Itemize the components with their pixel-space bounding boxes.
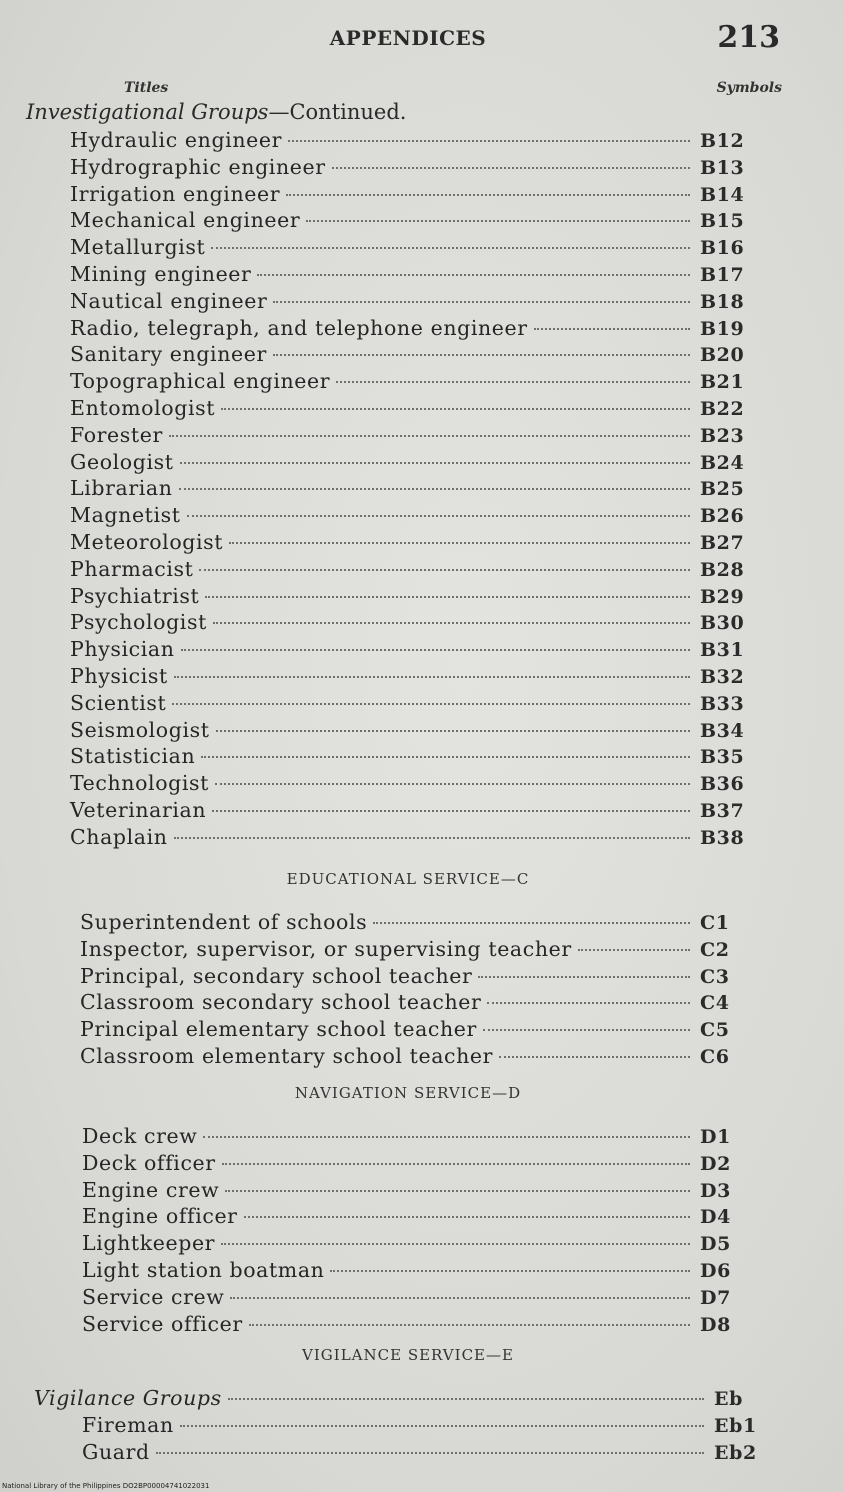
- list-item: [70, 476, 750, 503]
- item-title: Technologist: [70, 771, 209, 796]
- item-symbol: D8: [700, 1313, 731, 1336]
- investigational-group-heading: [26, 100, 406, 124]
- item-title: Veterinarian: [70, 797, 207, 822]
- item-title: Inspector, supervisor, or supervising teacher: [80, 936, 572, 961]
- item-symbol: B35: [700, 746, 745, 769]
- list-item: [82, 1285, 750, 1312]
- dot-leader: [174, 676, 690, 678]
- item-symbol: C6: [700, 1045, 730, 1068]
- item-symbol: B37: [700, 799, 745, 822]
- dot-leader: [205, 596, 690, 598]
- item-title: Pharmacist: [70, 556, 194, 581]
- dot-leader: [373, 922, 690, 924]
- item-symbol: B26: [700, 505, 745, 528]
- item-title: Magnetist: [70, 503, 181, 528]
- item-symbol: D1: [700, 1126, 731, 1148]
- list-item: [70, 182, 750, 209]
- list-item: [80, 937, 750, 964]
- list-item: [70, 557, 750, 584]
- dot-leader: [172, 703, 690, 705]
- item-title: Topographical engineer: [70, 369, 331, 394]
- item-symbol: B33: [700, 692, 745, 715]
- item-title: Hydrographic engineer: [70, 154, 326, 179]
- item-title: Mining engineer: [70, 261, 252, 286]
- item-title: Engine officer: [82, 1204, 238, 1229]
- item-symbol: B31: [700, 639, 745, 662]
- dot-leader: [221, 1243, 690, 1245]
- item-symbol: B38: [700, 826, 745, 849]
- running-header: APPENDICES: [329, 26, 487, 50]
- item-title: Librarian: [70, 476, 173, 501]
- item-symbol: B29: [700, 585, 745, 608]
- dot-leader: [230, 1297, 690, 1299]
- item-title: Engine crew: [82, 1177, 220, 1202]
- item-symbol: B22: [700, 397, 745, 420]
- item-title: Metallurgist: [70, 235, 206, 260]
- dot-leader: [288, 140, 690, 142]
- item-title: Scientist: [70, 690, 167, 715]
- investigational-list: [70, 128, 750, 852]
- item-symbol: D6: [700, 1259, 731, 1282]
- item-symbol: D2: [700, 1152, 731, 1175]
- dot-leader: [244, 1216, 690, 1218]
- dot-leader: [169, 435, 690, 437]
- list-item: [70, 503, 750, 530]
- item-title: Guard: [82, 1439, 150, 1464]
- dot-leader: [249, 1324, 690, 1326]
- dot-leader: [215, 783, 690, 785]
- item-title: Sanitary engineer: [70, 342, 267, 367]
- item-symbol: B34: [700, 719, 745, 742]
- item-symbol: B14: [700, 183, 745, 206]
- item-title: Lightkeeper: [82, 1231, 216, 1256]
- item-symbol: B17: [700, 263, 745, 286]
- dot-leader: [211, 247, 690, 249]
- dot-leader: [212, 810, 690, 812]
- navigation-section-title: NAVIGATION SERVICE—D: [294, 1084, 522, 1102]
- list-item: [80, 1017, 750, 1044]
- item-symbol: B18: [700, 290, 745, 313]
- item-title: Psychologist: [70, 610, 207, 635]
- dot-leader: [180, 1425, 704, 1427]
- list-item: [80, 1044, 750, 1071]
- dot-leader: [221, 408, 690, 410]
- item-title: Superintendent of schools: [80, 910, 368, 934]
- item-title: Mechanical engineer: [70, 208, 301, 233]
- list-item: [70, 664, 750, 691]
- item-title: Irrigation engineer: [70, 181, 281, 206]
- list-item: [70, 316, 750, 343]
- list-item: [70, 208, 750, 235]
- item-title: Principal, secondary school teacher: [80, 963, 473, 988]
- item-symbol: Eb: [714, 1388, 743, 1410]
- list-item: [70, 584, 750, 611]
- item-symbol: B25: [700, 478, 745, 501]
- dot-leader: [534, 328, 690, 330]
- list-item: [70, 771, 750, 798]
- column-header-titles: Titles: [124, 80, 169, 96]
- item-symbol: C1: [700, 912, 730, 934]
- item-title: Seismologist: [70, 717, 210, 742]
- list-item: [70, 155, 750, 182]
- item-symbol: B30: [700, 612, 745, 635]
- list-item: [82, 1124, 750, 1151]
- column-header-symbols: Symbols: [716, 80, 782, 96]
- list-item: [80, 964, 750, 991]
- dot-leader: [180, 462, 690, 464]
- list-item: [70, 718, 750, 745]
- item-title: Fireman: [82, 1412, 174, 1437]
- list-item: [70, 235, 750, 262]
- dot-leader: [487, 1002, 690, 1004]
- item-symbol: Eb2: [714, 1441, 757, 1464]
- item-title: Chaplain: [70, 824, 168, 849]
- item-symbol: B32: [700, 665, 745, 688]
- dot-leader: [216, 730, 690, 732]
- dot-leader: [273, 354, 690, 356]
- item-symbol: B19: [700, 317, 745, 340]
- dot-leader: [330, 1270, 690, 1272]
- item-title: Statistician: [70, 744, 196, 769]
- list-item: [34, 1440, 764, 1467]
- item-title: Classroom secondary school teacher: [80, 990, 482, 1015]
- item-symbol: D4: [700, 1206, 731, 1229]
- item-title: Physician: [70, 637, 175, 662]
- list-item: [80, 990, 750, 1017]
- list-item: [70, 342, 750, 369]
- dot-leader: [578, 949, 690, 951]
- item-title: Deck crew: [82, 1124, 198, 1148]
- list-item: [82, 1204, 750, 1231]
- dot-leader: [229, 542, 690, 544]
- list-item: [70, 798, 750, 825]
- dot-leader: [174, 837, 690, 839]
- item-symbol: C2: [700, 938, 730, 961]
- item-title: Physicist: [70, 663, 168, 688]
- dot-leader: [201, 756, 690, 758]
- list-item: [70, 530, 750, 557]
- dot-leader: [228, 1398, 704, 1400]
- item-title: Light station boatman: [82, 1257, 325, 1282]
- dot-leader: [273, 301, 690, 303]
- list-item: [70, 691, 750, 718]
- list-item: [70, 637, 750, 664]
- item-symbol: B15: [700, 210, 745, 233]
- dot-leader: [478, 976, 690, 978]
- dot-leader: [179, 488, 691, 490]
- item-symbol: C5: [700, 1019, 730, 1042]
- item-symbol: B23: [700, 424, 745, 447]
- vigilance-section-title: VIGILANCE SERVICE—E: [302, 1346, 514, 1364]
- list-item: [82, 1312, 750, 1339]
- list-item: [82, 1178, 750, 1205]
- dot-leader: [181, 649, 690, 651]
- item-symbol: C3: [700, 965, 730, 988]
- dot-leader: [499, 1056, 690, 1058]
- item-title: Meteorologist: [70, 529, 224, 554]
- investigational-group-label: Investigational Groups: [26, 100, 269, 124]
- dot-leader: [225, 1190, 690, 1192]
- dot-leader: [483, 1029, 690, 1031]
- dot-leader: [213, 622, 690, 624]
- list-item: [70, 744, 750, 771]
- footer-note: National Library of the Philippines DO2BP00004741022031: [2, 1482, 210, 1490]
- item-title: Deck officer: [82, 1150, 216, 1175]
- item-symbol: B28: [700, 558, 745, 581]
- list-item: [70, 289, 750, 316]
- item-symbol: B21: [700, 371, 745, 394]
- dot-leader: [187, 515, 690, 517]
- list-item: [82, 1231, 750, 1258]
- educational-list: [80, 910, 750, 1071]
- item-title: Psychiatrist: [70, 583, 200, 608]
- navigation-list: [82, 1124, 750, 1338]
- item-symbol: D7: [700, 1286, 731, 1309]
- list-item: [70, 369, 750, 396]
- item-symbol: B27: [700, 531, 745, 554]
- item-symbol: B13: [700, 156, 745, 179]
- list-item: [80, 910, 750, 937]
- dot-leader: [156, 1452, 704, 1454]
- item-title: Radio, telegraph, and telephone engineer: [70, 315, 528, 340]
- item-title: Principal elementary school teacher: [80, 1017, 477, 1042]
- item-title: Entomologist: [70, 395, 216, 420]
- item-title: Service officer: [82, 1311, 243, 1336]
- list-item: [70, 450, 750, 477]
- list-item: [70, 825, 750, 852]
- item-symbol: B12: [700, 130, 745, 152]
- item-title: Forester: [70, 422, 163, 447]
- educational-section-title: EDUCATIONAL SERVICE—C: [286, 870, 530, 888]
- item-title: Vigilance Groups: [34, 1386, 222, 1410]
- item-title: Geologist: [70, 449, 174, 474]
- item-symbol: D5: [700, 1233, 731, 1256]
- item-title: Service crew: [82, 1284, 225, 1309]
- page-number: 213: [717, 20, 780, 55]
- dot-leader: [332, 167, 690, 169]
- list-item: [34, 1413, 764, 1440]
- dot-leader: [336, 381, 690, 383]
- list-item: [70, 396, 750, 423]
- item-symbol: B16: [700, 237, 745, 260]
- item-title: Classroom elementary school teacher: [80, 1043, 494, 1068]
- list-item: [82, 1151, 750, 1178]
- list-item: [70, 610, 750, 637]
- item-symbol: C4: [700, 992, 730, 1015]
- dot-leader: [306, 220, 690, 222]
- item-symbol: B20: [700, 344, 745, 367]
- continued-label: —Continued.: [268, 100, 407, 124]
- vigilance-group-row: [34, 1386, 764, 1413]
- dot-leader: [222, 1163, 690, 1165]
- item-symbol: D3: [700, 1179, 731, 1202]
- item-symbol: Eb1: [714, 1414, 757, 1437]
- list-item: [70, 423, 750, 450]
- item-title: Nautical engineer: [70, 288, 268, 313]
- dot-leader: [203, 1136, 690, 1138]
- list-item: [70, 128, 750, 155]
- dot-leader: [286, 194, 690, 196]
- dot-leader: [199, 569, 690, 571]
- list-item: [82, 1258, 750, 1285]
- item-title: Hydraulic engineer: [70, 128, 282, 152]
- list-item: [70, 262, 750, 289]
- vigilance-list: [34, 1386, 764, 1466]
- item-symbol: B24: [700, 451, 745, 474]
- dot-leader: [257, 274, 690, 276]
- item-symbol: B36: [700, 773, 745, 796]
